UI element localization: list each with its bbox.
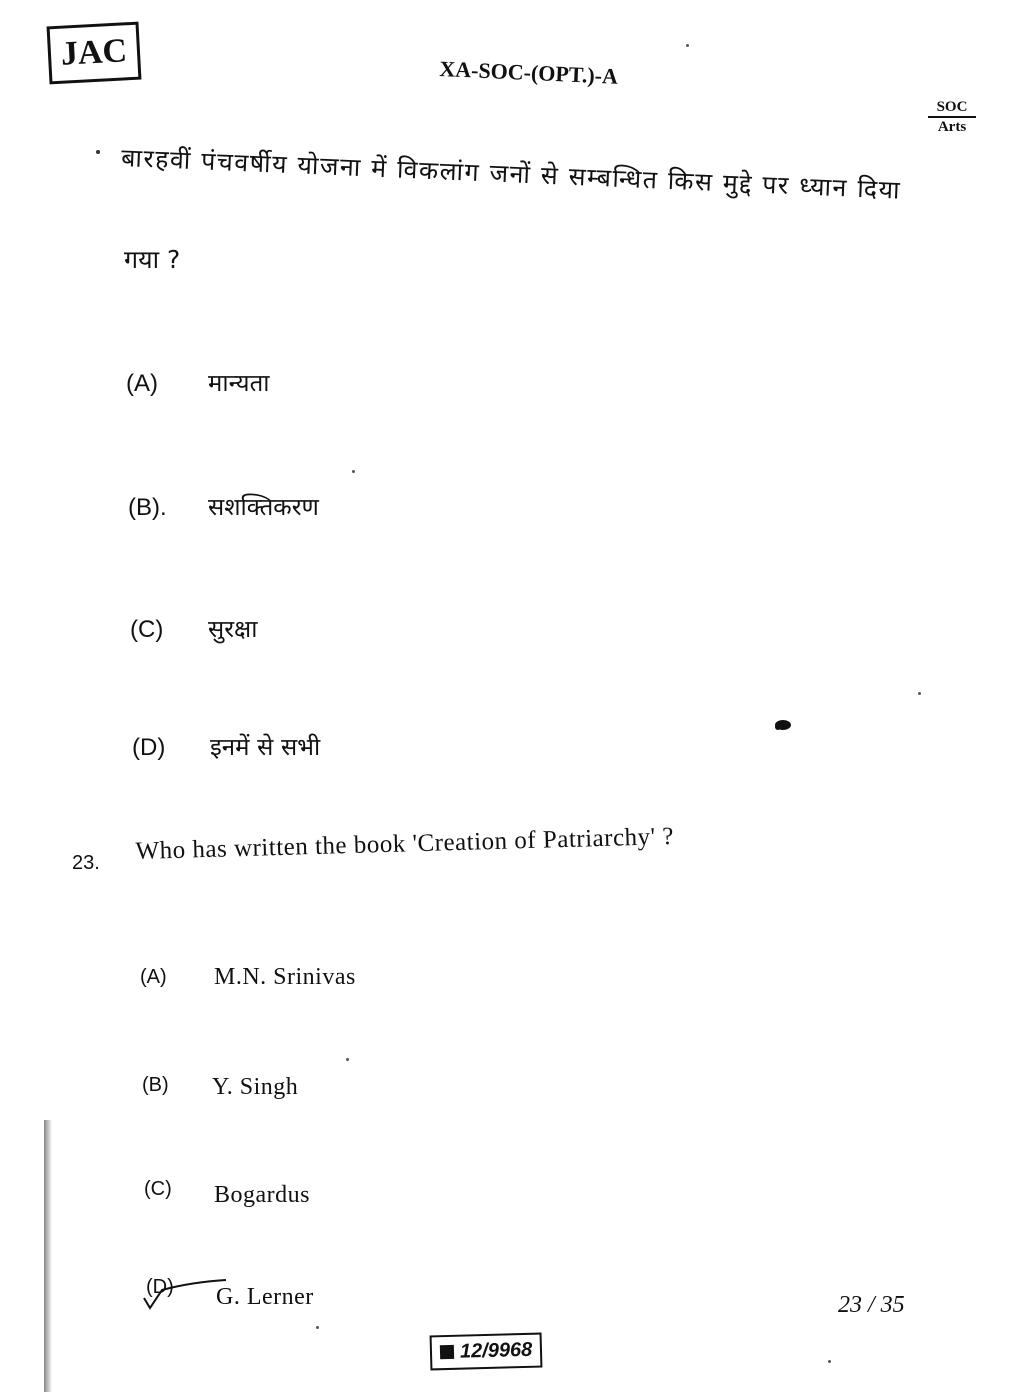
board-name: JAC <box>59 32 128 73</box>
option-text: G. Lerner <box>216 1284 314 1310</box>
square-icon <box>440 1345 454 1359</box>
speck <box>346 1058 349 1061</box>
option-text: सुरक्षा <box>208 615 258 643</box>
option-letter: (B). <box>128 494 167 521</box>
option-text: मान्यता <box>208 369 270 397</box>
option-23-c <box>144 1178 310 1208</box>
ink-blot <box>774 718 792 732</box>
speck <box>316 1326 319 1329</box>
paper-code: XA-SOC-(OPT.)-A <box>438 56 619 89</box>
question-23-text: Who has written the book 'Creation of Patriarchy' ? <box>135 822 675 866</box>
board-logo-box <box>47 22 142 85</box>
question-23-number: 23. <box>72 852 100 874</box>
option-text: सशक्तिकरण <box>208 493 319 521</box>
option-text: Y. Singh <box>212 1074 299 1100</box>
speck <box>352 470 355 473</box>
serial-box <box>430 1333 543 1371</box>
option-23-a <box>140 964 356 990</box>
option-letter: (B) <box>142 1074 169 1096</box>
option-letter: (A) <box>140 966 167 988</box>
page-number: 23 / 35 <box>838 1292 905 1318</box>
option-22-a <box>126 369 270 398</box>
option-letter: (A) <box>126 370 158 397</box>
subject-label <box>928 98 976 136</box>
option-text: M.N. Srinivas <box>214 964 356 990</box>
scan-margin-shadow <box>44 1120 52 1392</box>
option-letter: (C) <box>144 1178 172 1200</box>
option-22-b <box>128 493 319 522</box>
option-22-d <box>132 733 321 762</box>
option-letter: (D) <box>132 734 166 761</box>
speck <box>828 1360 831 1363</box>
option-text: इनमें से सभी <box>210 733 321 761</box>
option-letter: (D) <box>146 1276 174 1298</box>
option-text: Bogardus <box>214 1182 310 1208</box>
serial-number: 12/9968 <box>459 1338 533 1363</box>
subject-bottom: Arts <box>937 119 967 135</box>
handwritten-tick-mark <box>142 1278 232 1314</box>
question-22-line-1: बारहवीं पंचवर्षीय योजना में विकलांग जनों से सम्बन्धित किस मुद्दे पर ध्यान दिया <box>120 142 902 205</box>
option-23-b <box>142 1074 299 1100</box>
option-22-c <box>130 615 258 644</box>
bullet-dot <box>96 150 100 154</box>
question-22-line-2: गया ? <box>124 245 181 274</box>
subject-top: SOC <box>928 98 976 118</box>
speck <box>686 44 689 47</box>
option-letter: (C) <box>130 616 164 643</box>
speck <box>918 692 921 695</box>
